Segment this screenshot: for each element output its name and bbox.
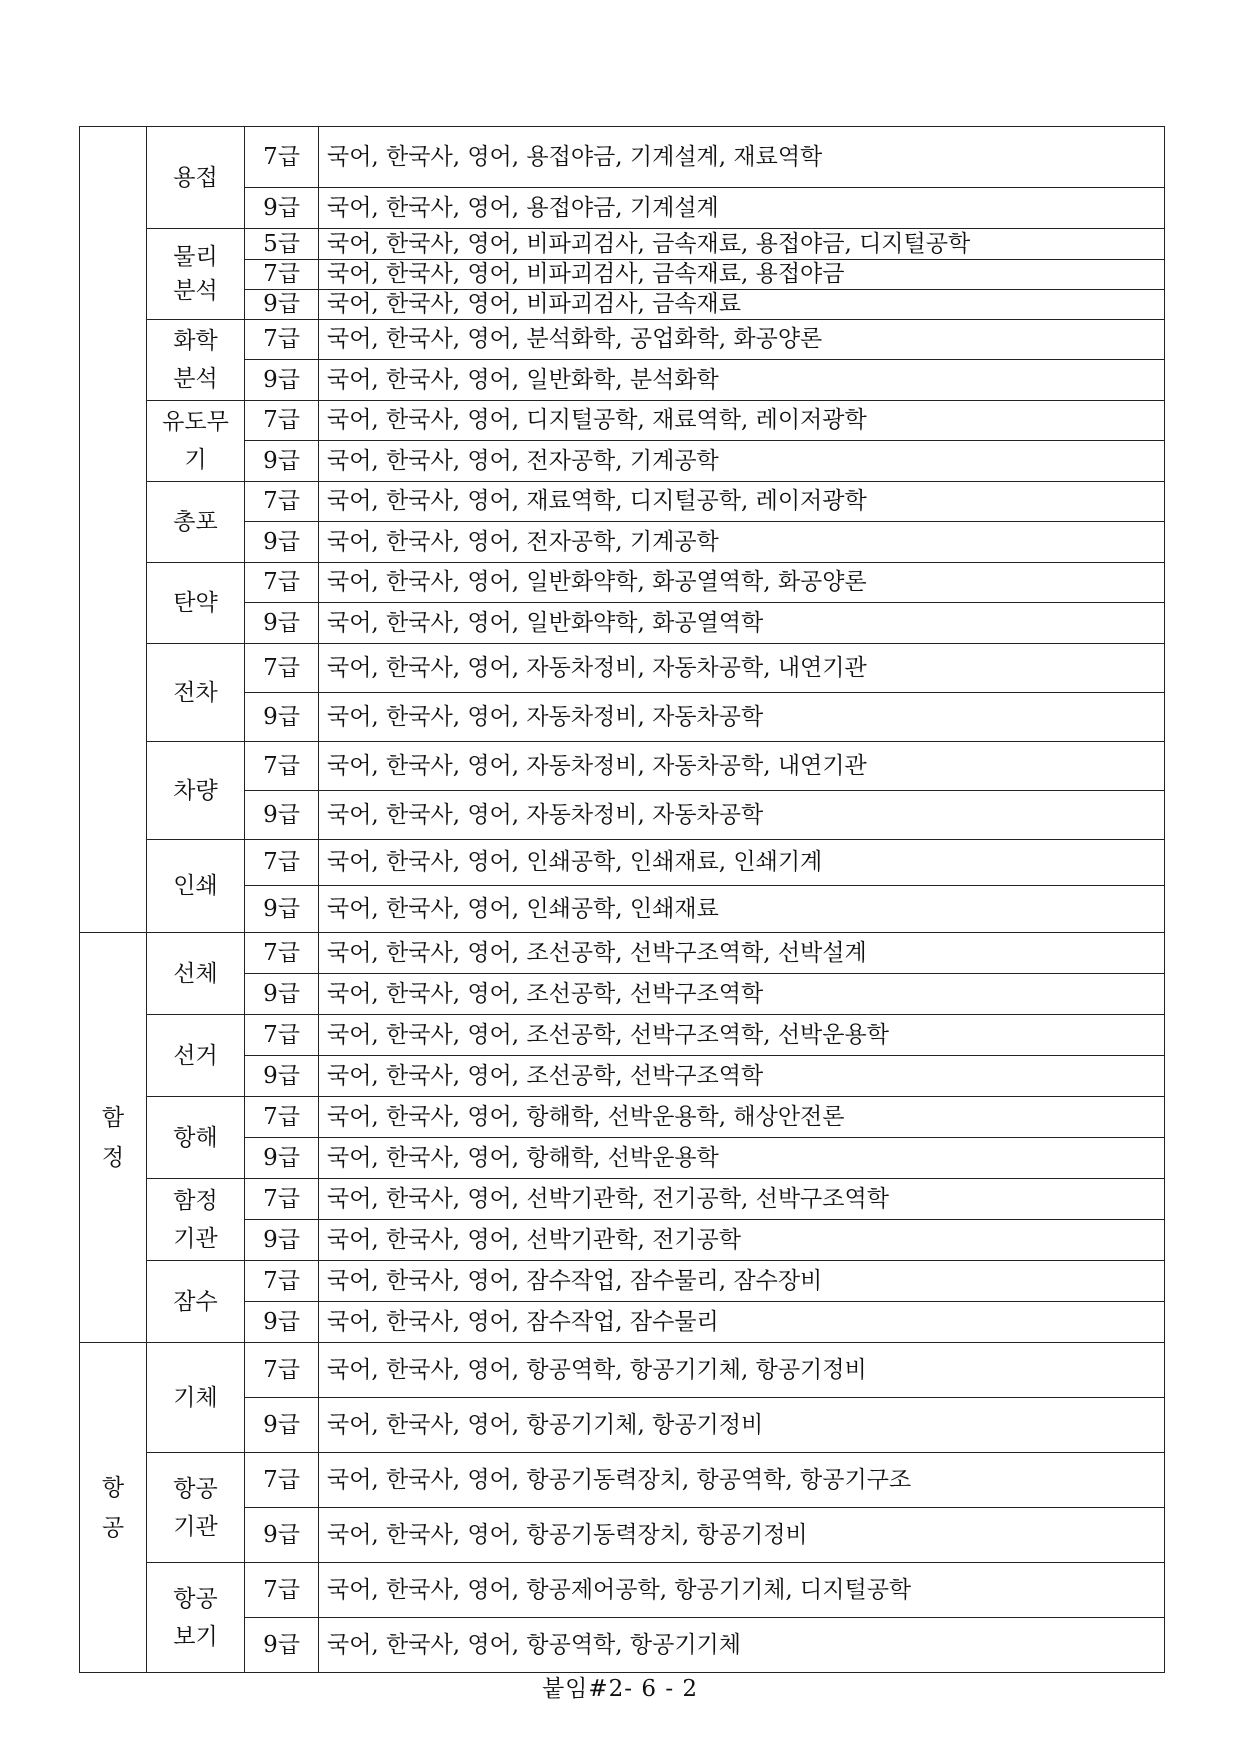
specialty-label: 차량 [173, 777, 218, 804]
specialty-label: 항공 보기 [173, 1585, 218, 1650]
subjects-cell: 국어, 한국사, 영어, 조선공학, 선박구조역학, 선박운용학 [319, 1015, 1165, 1056]
table-row [80, 742, 1165, 791]
specialty-cell [147, 563, 245, 644]
specialty-cell [147, 1261, 245, 1343]
grade-cell: 9급 [245, 1508, 319, 1563]
subjects-cell: 국어, 한국사, 영어, 조선공학, 선박구조역학, 선박설계 [319, 933, 1165, 974]
grade-cell: 9급 [245, 188, 319, 229]
grade-cell: 7급 [245, 1343, 319, 1398]
subjects-cell: 국어, 한국사, 영어, 항공기기체, 항공기정비 [319, 1398, 1165, 1453]
table-row [80, 933, 1165, 974]
grade-cell: 9급 [245, 522, 319, 563]
specialty-label: 유도무 기 [162, 409, 229, 473]
specialty-label: 항공 기관 [173, 1475, 218, 1540]
subjects-cell: 국어, 한국사, 영어, 잠수작업, 잠수물리, 잠수장비 [319, 1261, 1165, 1302]
table-row [80, 320, 1165, 360]
subjects-cell: 국어, 한국사, 영어, 조선공학, 선박구조역학 [319, 974, 1165, 1015]
specialty-label: 전차 [173, 679, 218, 706]
grade-cell: 9급 [245, 1618, 319, 1673]
subjects-cell: 국어, 한국사, 영어, 일반화약학, 화공열역학 [319, 603, 1165, 644]
grade-cell: 7급 [245, 1453, 319, 1508]
page-footer: 붙임#2- 6 - 2 [541, 1676, 699, 1702]
grade-cell: 9급 [245, 441, 319, 482]
grade-cell: 9급 [245, 360, 319, 401]
specialty-cell [147, 1097, 245, 1179]
grade-cell: 9급 [245, 1302, 319, 1343]
grade-cell: 7급 [245, 840, 319, 886]
grade-cell: 7급 [245, 563, 319, 603]
grade-cell: 7급 [245, 482, 319, 522]
grade-cell: 7급 [245, 320, 319, 360]
table-row [80, 1261, 1165, 1302]
grade-cell: 7급 [245, 742, 319, 791]
subjects-cell: 국어, 한국사, 영어, 선박기관학, 전기공학 [319, 1220, 1165, 1261]
subjects-cell: 국어, 한국사, 영어, 용접야금, 기계설계, 재료역학 [319, 127, 1165, 188]
specialty-cell [147, 933, 245, 1015]
specialty-cell [147, 482, 245, 563]
subjects-cell: 국어, 한국사, 영어, 선박기관학, 전기공학, 선박구조역학 [319, 1179, 1165, 1220]
specialty-cell [147, 644, 245, 742]
specialty-cell [147, 1563, 245, 1673]
section-label: 함 정 [101, 1104, 125, 1171]
grade-cell: 9급 [245, 1138, 319, 1179]
grade-cell: 7급 [245, 1179, 319, 1220]
table-row [80, 127, 1165, 188]
table-row [80, 1563, 1165, 1618]
grade-cell: 5급 [245, 229, 319, 260]
section-cell [80, 127, 147, 933]
specialty-cell [147, 127, 245, 229]
subjects-cell: 국어, 한국사, 영어, 자동차정비, 자동차공학 [319, 693, 1165, 742]
subjects-cell: 국어, 한국사, 영어, 조선공학, 선박구조역학 [319, 1056, 1165, 1097]
specialty-label: 선거 [173, 1042, 218, 1069]
subjects-cell: 국어, 한국사, 영어, 자동차정비, 자동차공학 [319, 791, 1165, 840]
specialty-cell [147, 401, 245, 482]
subjects-cell: 국어, 한국사, 영어, 항공역학, 항공기기체, 항공기정비 [319, 1343, 1165, 1398]
subjects-cell: 국어, 한국사, 영어, 분석화학, 공업화학, 화공양론 [319, 320, 1165, 360]
table-row [80, 1453, 1165, 1508]
grade-cell: 7급 [245, 1097, 319, 1138]
subjects-cell: 국어, 한국사, 영어, 항해학, 선박운용학 [319, 1138, 1165, 1179]
grade-cell: 9급 [245, 886, 319, 933]
specialty-label: 용접 [173, 164, 218, 191]
specialty-label: 함정 기관 [173, 1187, 218, 1252]
subjects-cell: 국어, 한국사, 영어, 디지털공학, 재료역학, 레이저광학 [319, 401, 1165, 441]
subjects-cell: 국어, 한국사, 영어, 인쇄공학, 인쇄재료, 인쇄기계 [319, 840, 1165, 886]
grade-cell: 7급 [245, 401, 319, 441]
grade-cell: 9급 [245, 693, 319, 742]
subjects-cell: 국어, 한국사, 영어, 비파괴검사, 금속재료 [319, 290, 1165, 320]
subjects-cell: 국어, 한국사, 영어, 일반화학, 분석화학 [319, 360, 1165, 401]
grade-cell: 9급 [245, 603, 319, 644]
subjects-cell: 국어, 한국사, 영어, 항공기동력장치, 항공기정비 [319, 1508, 1165, 1563]
grade-cell: 9급 [245, 974, 319, 1015]
grade-cell: 9급 [245, 290, 319, 320]
specialty-label: 탄약 [173, 590, 218, 616]
subjects-cell: 국어, 한국사, 영어, 전자공학, 기계공학 [319, 522, 1165, 563]
table-row [80, 229, 1165, 260]
subjects-cell: 국어, 한국사, 영어, 자동차정비, 자동차공학, 내연기관 [319, 742, 1165, 791]
specialty-label: 물리 분석 [173, 244, 218, 304]
subjects-cell: 국어, 한국사, 영어, 자동차정비, 자동차공학, 내연기관 [319, 644, 1165, 693]
exam-subjects-table [79, 126, 1165, 1673]
grade-cell: 7급 [245, 1015, 319, 1056]
specialty-cell [147, 1343, 245, 1453]
specialty-label: 항해 [173, 1124, 218, 1151]
table-row [80, 1015, 1165, 1056]
specialty-cell [147, 742, 245, 840]
specialty-label: 인쇄 [173, 873, 218, 899]
grade-cell: 7급 [245, 933, 319, 974]
subjects-cell: 국어, 한국사, 영어, 항공기동력장치, 항공역학, 항공기구조 [319, 1453, 1165, 1508]
specialty-cell [147, 320, 245, 401]
table-row [80, 840, 1165, 886]
table-row [80, 644, 1165, 693]
section-label: 항 공 [101, 1474, 125, 1541]
subjects-cell: 국어, 한국사, 영어, 인쇄공학, 인쇄재료 [319, 886, 1165, 933]
table-row [80, 482, 1165, 522]
subjects-cell: 국어, 한국사, 영어, 일반화약학, 화공열역학, 화공양론 [319, 563, 1165, 603]
subjects-cell: 국어, 한국사, 영어, 잠수작업, 잠수물리 [319, 1302, 1165, 1343]
specialty-cell [147, 1015, 245, 1097]
specialty-cell [147, 229, 245, 320]
specialty-label: 화학 분석 [173, 328, 218, 392]
subjects-cell: 국어, 한국사, 영어, 항공제어공학, 항공기기체, 디지털공학 [319, 1563, 1165, 1618]
specialty-cell [147, 1453, 245, 1563]
specialty-label: 선체 [173, 960, 218, 987]
subjects-cell: 국어, 한국사, 영어, 항해학, 선박운용학, 해상안전론 [319, 1097, 1165, 1138]
table-row [80, 563, 1165, 603]
table-row [80, 401, 1165, 441]
grade-cell: 7급 [245, 1563, 319, 1618]
specialty-cell [147, 840, 245, 933]
grade-cell: 7급 [245, 127, 319, 188]
specialty-cell [147, 1179, 245, 1261]
grade-cell: 9급 [245, 791, 319, 840]
exam-subjects-body [80, 127, 1165, 1673]
section-cell [80, 1343, 147, 1673]
specialty-label: 잠수 [173, 1288, 218, 1315]
subjects-cell: 국어, 한국사, 영어, 비파괴검사, 금속재료, 용접야금, 디지털공학 [319, 229, 1165, 260]
grade-cell: 7급 [245, 644, 319, 693]
table-row [80, 1179, 1165, 1220]
section-cell [80, 933, 147, 1343]
subjects-cell: 국어, 한국사, 영어, 비파괴검사, 금속재료, 용접야금 [319, 260, 1165, 290]
grade-cell: 9급 [245, 1398, 319, 1453]
subjects-cell: 국어, 한국사, 영어, 용접야금, 기계설계 [319, 188, 1165, 229]
subjects-cell: 국어, 한국사, 영어, 전자공학, 기계공학 [319, 441, 1165, 482]
specialty-label: 기체 [173, 1384, 218, 1411]
table-row [80, 1097, 1165, 1138]
specialty-label: 총포 [173, 509, 218, 535]
grade-cell: 9급 [245, 1220, 319, 1261]
subjects-cell: 국어, 한국사, 영어, 재료역학, 디지털공학, 레이저광학 [319, 482, 1165, 522]
table-row [80, 1343, 1165, 1398]
grade-cell: 9급 [245, 1056, 319, 1097]
grade-cell: 7급 [245, 1261, 319, 1302]
subjects-cell: 국어, 한국사, 영어, 항공역학, 항공기기체 [319, 1618, 1165, 1673]
grade-cell: 7급 [245, 260, 319, 290]
